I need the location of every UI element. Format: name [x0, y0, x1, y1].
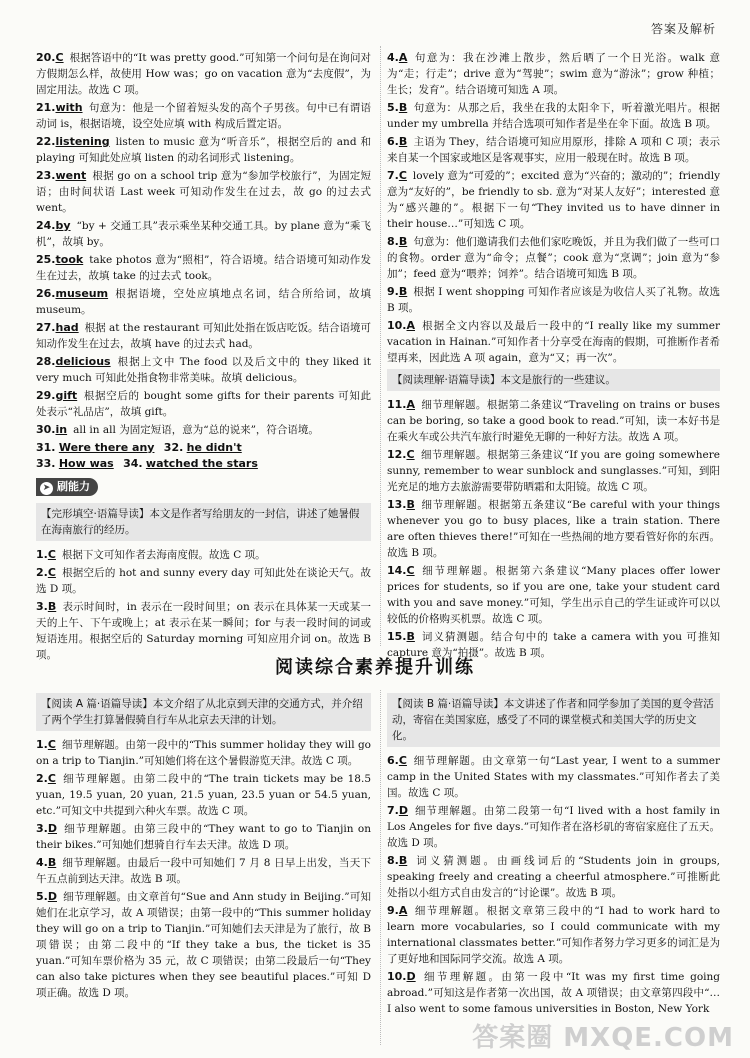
item-explanation: 根据空后的 bought some gifts for their parents 可知此处表示“礼品店”，故填 gift。: [36, 390, 371, 418]
item-explanation: take photos 意为“照相”，符合语境。结合语境可知动作发生在过去，故填 take 的过去式 took。: [36, 254, 371, 282]
item-answer: C: [47, 548, 56, 561]
answer-item: [387, 284, 720, 316]
item-answer: took: [55, 253, 84, 266]
bottom-right-items: [387, 753, 720, 1017]
item-explanation: 句意为：我在沙滩上散步，然后晒了一个日光浴。walk 意为“走；行走”；drive 意为“驾驶”；swim 意为“游泳”；grow 种植；生长；发育”。结合语境可知选 A 项。: [387, 52, 720, 96]
item-answer: B: [406, 630, 415, 643]
answer-item: [36, 737, 371, 769]
item-number: 24.: [36, 219, 56, 232]
item-number: 15.: [387, 630, 407, 643]
item-answer: A: [398, 51, 408, 64]
answer: Were there any: [58, 441, 155, 454]
item-explanation: 细节理解题。根据第二条建议“Traveling on trains or buses can be boring, so take a good book to read.”可知，读一本好书是在乘火车或公共汽车旅行时避免无聊的一种好方法。故选 A 项。: [387, 399, 720, 443]
item-explanation: 根据语境，空处应填地点名词，结合所给词，故填 museum。: [36, 288, 371, 316]
banner-label: 刷能力: [57, 480, 90, 493]
item-number: 7.: [387, 804, 399, 817]
item-explanation: 主语为 They，结合语境可知应用原形，排除 A 项和 C 项；表示来自某一个国家或地区是客观事实，应用一般现在时。故选 B 项。: [387, 136, 720, 164]
answer-item: [36, 889, 371, 1001]
item-number: 9.: [387, 285, 399, 298]
item-answer: B: [398, 854, 408, 867]
answer-item: [387, 234, 720, 282]
cloze-guide: [36, 503, 371, 541]
answer: watched the stars: [145, 457, 258, 470]
answer-num: 32.: [163, 441, 184, 454]
page-header: 答案及解析: [650, 22, 716, 36]
bottom-left-items: [36, 737, 371, 1001]
item-number: 4.: [387, 51, 399, 64]
item-number: 2.: [36, 772, 48, 785]
answer-num: 33.: [36, 457, 56, 470]
item-answer: went: [55, 169, 87, 182]
item-number: 27.: [36, 321, 56, 334]
item-answer: D: [398, 804, 408, 817]
item-answer: A: [398, 904, 408, 917]
answer-item: [36, 134, 371, 166]
answer-item: [36, 320, 371, 352]
item-answer: C: [406, 564, 415, 577]
column-divider: [380, 46, 381, 646]
answer-item: [36, 422, 371, 438]
item-explanation: 细节理解题。由第一段中的“This summer holiday they will go on a trip to Tianjin.”可知她们将在这个暑假游览天津。故选 C 项。: [36, 739, 371, 767]
item-answer: by: [55, 219, 71, 232]
item-explanation: 根据 at the restaurant 可知此处指在饭店吃饭。结合语境可知动作发生在过去，故填 have 的过去式 had。: [36, 322, 371, 350]
item-number: 10.: [387, 319, 407, 332]
answer-item: [36, 50, 371, 98]
item-answer: D: [47, 890, 57, 903]
item-explanation: 句意为：从那之后，我坐在我的太阳伞下，听着激光唱片。根据 under my umbrella 并结合选项可知作者是坐在伞下面。故选 B 项。: [387, 102, 720, 130]
reading-a-guide: [36, 693, 371, 731]
item-answer: B: [406, 498, 415, 511]
item-answer: in: [55, 423, 68, 436]
item-number: 2.: [36, 566, 48, 579]
answer-item: [36, 821, 371, 853]
item-number: 9.: [387, 904, 399, 917]
item-number: 23.: [36, 169, 56, 182]
item-number: 10.: [387, 970, 407, 983]
guide-text: 【阅读理解·语篇导读】本文是旅行的一些建议。: [392, 374, 616, 386]
banner-icon: ➤: [40, 482, 53, 495]
item-number: 14.: [387, 564, 407, 577]
item-explanation: 细节理解题。由第二段中的“The train tickets may be 18.5 yuan, 19.5 yuan, 20 yuan, 21.5 yuan, 23.5 yuan or 54.5 yuan, etc.”可知文中共提到六种火车票。故选 C 项。: [36, 773, 371, 817]
answer-item: [36, 771, 371, 819]
item-answer: B: [398, 101, 408, 114]
item-number: 22.: [36, 135, 56, 148]
item-answer: museum: [55, 287, 109, 300]
item-number: 8.: [387, 854, 399, 867]
answer: How was: [58, 457, 114, 470]
item-explanation: 细节理解题。根据文章第三段中的“I had to work hard to learn more vocabularies, so I could communicate with my international classmates better.”可知作者努力学习更多的词汇是为了更好地和国际同学交流。故选 A 项。: [387, 905, 720, 965]
item-answer: C: [47, 566, 56, 579]
item-number: 3.: [36, 600, 48, 613]
item-number: 21.: [36, 101, 56, 114]
item-answer: B: [47, 600, 57, 613]
right-b-items: [387, 397, 720, 661]
answer-item: [387, 397, 720, 445]
item-number: 30.: [36, 423, 56, 436]
answer-item: [36, 855, 371, 887]
item-number: 1.: [36, 738, 48, 751]
item-number: 7.: [387, 169, 399, 182]
answer-item: [36, 354, 371, 386]
item-number: 3.: [36, 822, 48, 835]
item-answer: C: [47, 772, 56, 785]
item-number: 5.: [387, 101, 399, 114]
item-explanation: 细节理解题。由第三段中的“They want to go to Tianjin on their bikes.”可知她们想骑自行车去天津。故选 D 项。: [36, 823, 371, 851]
answer-item: [36, 286, 371, 318]
item-explanation: 词义猜测题。结合句中的 take a camera with you 可推知 capture 意为“拍摄”。故选 B 项。: [387, 631, 720, 659]
answer-item: [387, 497, 720, 561]
simple-answers: [36, 440, 371, 472]
item-number: 11.: [387, 398, 407, 411]
item-answer: had: [55, 321, 79, 334]
watermark: 答案圈 MXQE.COM: [472, 1023, 734, 1053]
answer-item: [36, 565, 371, 597]
item-explanation: 细节理解题。由文章第一句“Last year, I went to a summer camp in the United States with my classmates.”可知作者去了美国。故选 C 项。: [387, 755, 720, 799]
answer-item: [387, 100, 720, 132]
item-answer: C: [398, 169, 407, 182]
item-number: 13.: [387, 498, 407, 511]
answer-item: [36, 252, 371, 284]
section-title: 阅读综合素养提升训练: [275, 657, 475, 678]
item-number: 20.: [36, 51, 56, 64]
item-answer: C: [406, 448, 415, 461]
reading-guide: [387, 369, 720, 391]
section-banner: [36, 478, 98, 496]
item-answer: B: [47, 856, 57, 869]
right-items: [387, 50, 720, 366]
item-explanation: 根据上文中 The food 以及后文中的 they liked it very much 可知此处指食物非常美味。故填 delicious。: [36, 356, 371, 384]
answer-item: [36, 547, 371, 563]
item-answer: C: [398, 754, 407, 767]
item-answer: C: [55, 51, 64, 64]
item-number: 6.: [387, 754, 399, 767]
answer-item: [387, 803, 720, 851]
item-answer: gift: [55, 389, 78, 402]
item-explanation: lovely 意为“可爱的”；excited 意为“兴奋的；激动的”；friendly 意为“友好的”，be friendly to sb. 意为“对某人友好”；interested 意为“感兴趣的”。根据下一句“They invited us to have dinner in their house…”可知选 C 项。: [387, 170, 720, 230]
left-b-items: [36, 547, 371, 663]
item-explanation: 根据答语中的“It was pretty good.”可知第一个问句是在询问对方假期怎么样，故使用 How was；go on vacation 意为“去度假”，为固定用法。故选 C 项。: [36, 52, 371, 96]
guide-text: 【完形填空·语篇导读】本文是作者写给朋友的一封信，讲述了她暑假在海南旅行的经历。: [41, 508, 360, 536]
item-number: 12.: [387, 448, 407, 461]
answer-item: [387, 969, 720, 1017]
item-explanation: “by + 交通工具”表示乘坐某种交通工具。by plane 意为“乘飞机”，故填 by。: [36, 220, 371, 248]
item-explanation: 根据 I went shopping 可知作者应该是为收信人买了礼物。故选 B 项。: [387, 286, 720, 314]
guide-text: 【阅读 A 篇·语篇导读】本文介绍了从北京到天津的交通方式，并介绍了两个学生打算暑假骑自行车从北京去天津的计划。: [41, 698, 363, 726]
item-explanation: 根据空后的 hot and sunny every day 可知此处在谈论天气。故选 D 项。: [36, 567, 371, 595]
item-number: 25.: [36, 253, 56, 266]
item-explanation: 根据 go on a school trip 意为“参加学校旅行”，为固定短语；由时间状语 Last week 可知动作发生在过去，故 go 的过去式 went。: [36, 170, 371, 214]
item-number: 28.: [36, 355, 56, 368]
answer-item: [387, 853, 720, 901]
answer-num: 31.: [36, 441, 56, 454]
answer-item: [387, 903, 720, 967]
left-column: [36, 50, 371, 665]
item-number: 1.: [36, 548, 48, 561]
item-answer: delicious: [55, 355, 111, 368]
item-number: 26.: [36, 287, 56, 300]
item-answer: D: [406, 970, 416, 983]
right-column: [387, 50, 720, 663]
item-number: 6.: [387, 135, 399, 148]
item-number: 29.: [36, 389, 56, 402]
answer-item: [387, 753, 720, 801]
answer-item: [36, 168, 371, 216]
answer-item: [387, 563, 720, 627]
bottom-right-column: [387, 690, 720, 1019]
guide-text: 【阅读 B 篇·语篇导读】本文讲述了作者和同学参加了美国的夏令营活动，寄宿在美国家庭，感受了不同的课堂模式和美国大学的历史文化。: [392, 698, 714, 742]
answer: he didn't: [186, 441, 242, 454]
item-number: 8.: [387, 235, 399, 248]
answer-item: [387, 50, 720, 98]
answer-item: [36, 218, 371, 250]
item-explanation: 细节理解题。由第一段中“It was my first time going abroad.”可知这是作者第一次出国，故 A 项错误；由文章第四段中“… I also went to some famous universities in Boston, New York: [387, 971, 720, 1015]
item-explanation: 根据全文内容以及最后一段中的“I really like my summer vacation in Hainan.”可知作者十分享受在海南的假期，可推断作者希望再来，因此选 A 项 again，意为“又；再一次”。: [387, 320, 720, 364]
answer-item: [36, 100, 371, 132]
item-explanation: listen to music 意为“听音乐”，根据空后的 and 和 playing 可知此处应填 listen 的动名词形式 listening。: [36, 136, 371, 164]
reading-b-guide: [387, 693, 720, 747]
column-divider: [380, 690, 381, 1045]
item-explanation: 细节理解题。根据第五条建议“Be careful with your things whenever you go to busy places, like a train station. There are often thieves there!”可知在一些热闹的地方要看管好你的东西。故选 B 项。: [387, 499, 720, 559]
item-explanation: 细节理解题。由最后一段中可知她们 7 月 8 日早上出发，当天下午五点前到达天津。故选 B 项。: [36, 857, 371, 885]
item-explanation: 细节理解题。由文章首句“Sue and Ann study in Beijing.”可知她们在北京学习，故 A 项错误；由第一段中的“This summer holiday they will go on a trip to Tianjin.”可知她们去天津是为了旅行，故 B 项错误；由第二段中的“If they take a bus, the ticket is 35 yuan.”可知车票价格为 35 元，故 C 项错误；由第二段最后一句“They can also take pictures when they see beautiful places.”可知 D 项正确。故选 D 项。: [36, 891, 371, 999]
item-explanation: 细节理解题。根据第六条建议“Many places offer lower prices for students, so if you are one, take your student card with you and save money.”可知，学生出示自己的学生证或许可以以较低的价格购买机票。故选 C 项。: [387, 565, 720, 625]
left-items: [36, 50, 371, 438]
item-number: 5.: [36, 890, 48, 903]
answer-item: [36, 388, 371, 420]
answer-item: [387, 168, 720, 232]
item-explanation: 细节理解题。根据第三条建议“If you are going somewhere sunny, remember to wear sunblock and sunglasses.”可知，到阳光充足的地方去旅游需要带防晒霜和太阳镜。故选 C 项。: [387, 449, 720, 493]
item-answer: C: [47, 738, 56, 751]
item-explanation: 表示时间时，in 表示在一段时间里；on 表示在具体某一天或某一天的上午、下午或晚上；at 表示在某一瞬间；for 与表一段时间的词或短语连用。根据空后的 Saturday morning 可知应用介词 on。故选 B 项。: [36, 601, 371, 661]
item-answer: A: [406, 319, 416, 332]
item-answer: D: [47, 822, 57, 835]
item-explanation: 句意为：他们邀请我们去他们家吃晚饭，并且为我们做了一些可口的食物。order 意为“命令；点餐”；cook 意为“烹调”；join 意为“参加”；feed 意为“喂养；饲养”。结合语境可知选 B 项。: [387, 236, 720, 280]
item-answer: B: [398, 235, 408, 248]
item-explanation: all in all 为固定短语，意为“总的说来”，符合语境。: [73, 424, 319, 436]
item-answer: A: [406, 398, 416, 411]
item-explanation: 词义猜测题。由画线词后的“Students join in groups, speaking freely and creating a cheerful atmosphere.”可推断此处指以小组方式自由发言的“讨论课”。故选 B 项。: [387, 855, 720, 899]
item-answer: B: [398, 135, 408, 148]
item-answer: listening: [55, 135, 110, 148]
item-explanation: 句意为：他是一个留着短头发的高个子男孩。句中已有谓语动词 is，根据语境，设空处应填 with 构成后置定语。: [36, 102, 371, 130]
answer-item: [387, 318, 720, 366]
item-number: 4.: [36, 856, 48, 869]
answer-item: [387, 134, 720, 166]
item-answer: with: [55, 101, 83, 114]
bottom-left-column: [36, 690, 371, 1003]
item-answer: B: [398, 285, 408, 298]
item-explanation: 根据下文可知作者去海南度假。故选 C 项。: [61, 549, 266, 561]
answer-num: 34.: [123, 457, 143, 470]
answer-item: [387, 447, 720, 495]
item-explanation: 细节理解题。由第二段第一句“I lived with a host family in Los Angeles for five days.”可知作者在洛杉矶的寄宿家庭住了五天。故选 D 项。: [387, 805, 720, 849]
